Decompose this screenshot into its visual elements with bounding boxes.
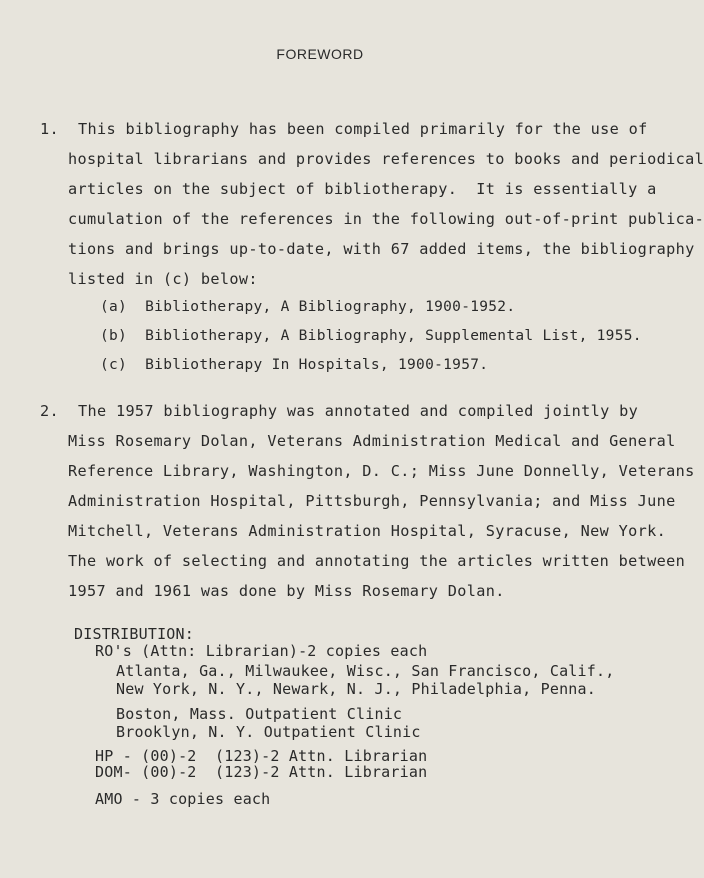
distribution-clinic-line: Brooklyn, N. Y. Outpatient Clinic bbox=[116, 723, 421, 741]
distribution-clinic-line: Boston, Mass. Outpatient Clinic bbox=[116, 705, 403, 723]
distribution-city-line: New York, N. Y., Newark, N. J., Philadelphia, Penna. bbox=[116, 680, 596, 698]
list-item: (a) Bibliotherapy, A Bibliography, 1900-1952. bbox=[100, 299, 516, 315]
distribution-amo-line: AMO - 3 copies each bbox=[95, 790, 271, 808]
para1-line: listed in (c) below: bbox=[68, 270, 258, 288]
para2-line: 1957 and 1961 was done by Miss Rosemary Dolan. bbox=[68, 582, 505, 600]
para2-line: The work of selecting and annotating the articles written between bbox=[68, 552, 686, 570]
para1-line: hospital librarians and provides references to books and periodical bbox=[68, 150, 704, 168]
distribution-code-line: HP - (00)-2 (123)-2 Attn. Librarian bbox=[95, 747, 428, 765]
para2-line: Mitchell, Veterans Administration Hospital, Syracuse, New York. bbox=[68, 522, 667, 540]
para1-line: tions and brings up-to-date, with 67 added items, the bibliography bbox=[68, 240, 695, 258]
para2-line: Reference Library, Washington, D. C.; Miss June Donnelly, Veterans bbox=[68, 462, 695, 480]
para2-line: Miss Rosemary Dolan, Veterans Administration Medical and General bbox=[68, 432, 676, 450]
para1-line: cumulation of the references in the following out-of-print publica- bbox=[68, 210, 704, 228]
page-title: FOREWORD bbox=[276, 46, 364, 62]
distribution-city-line: Atlanta, Ga., Milwaukee, Wisc., San Francisco, Calif., bbox=[116, 662, 615, 680]
para1-line: articles on the subject of bibliotherapy. It is essentially a bbox=[68, 180, 657, 198]
distribution-code-line: DOM- (00)-2 (123)-2 Attn. Librarian bbox=[95, 763, 428, 781]
list-item: (c) Bibliotherapy In Hospitals, 1900-1957. bbox=[100, 357, 489, 373]
para2-line: Administration Hospital, Pittsburgh, Pennsylvania; and Miss June bbox=[68, 492, 676, 510]
distribution-ros-line: RO's (Attn: Librarian)-2 copies each bbox=[95, 642, 428, 660]
para1-line: 1. This bibliography has been compiled primarily for the use of bbox=[40, 120, 648, 138]
distribution-heading: DISTRIBUTION: bbox=[74, 625, 194, 643]
para2-line: 2. The 1957 bibliography was annotated and compiled jointly by bbox=[40, 402, 639, 420]
list-item: (b) Bibliotherapy, A Bibliography, Supplemental List, 1955. bbox=[100, 328, 642, 344]
